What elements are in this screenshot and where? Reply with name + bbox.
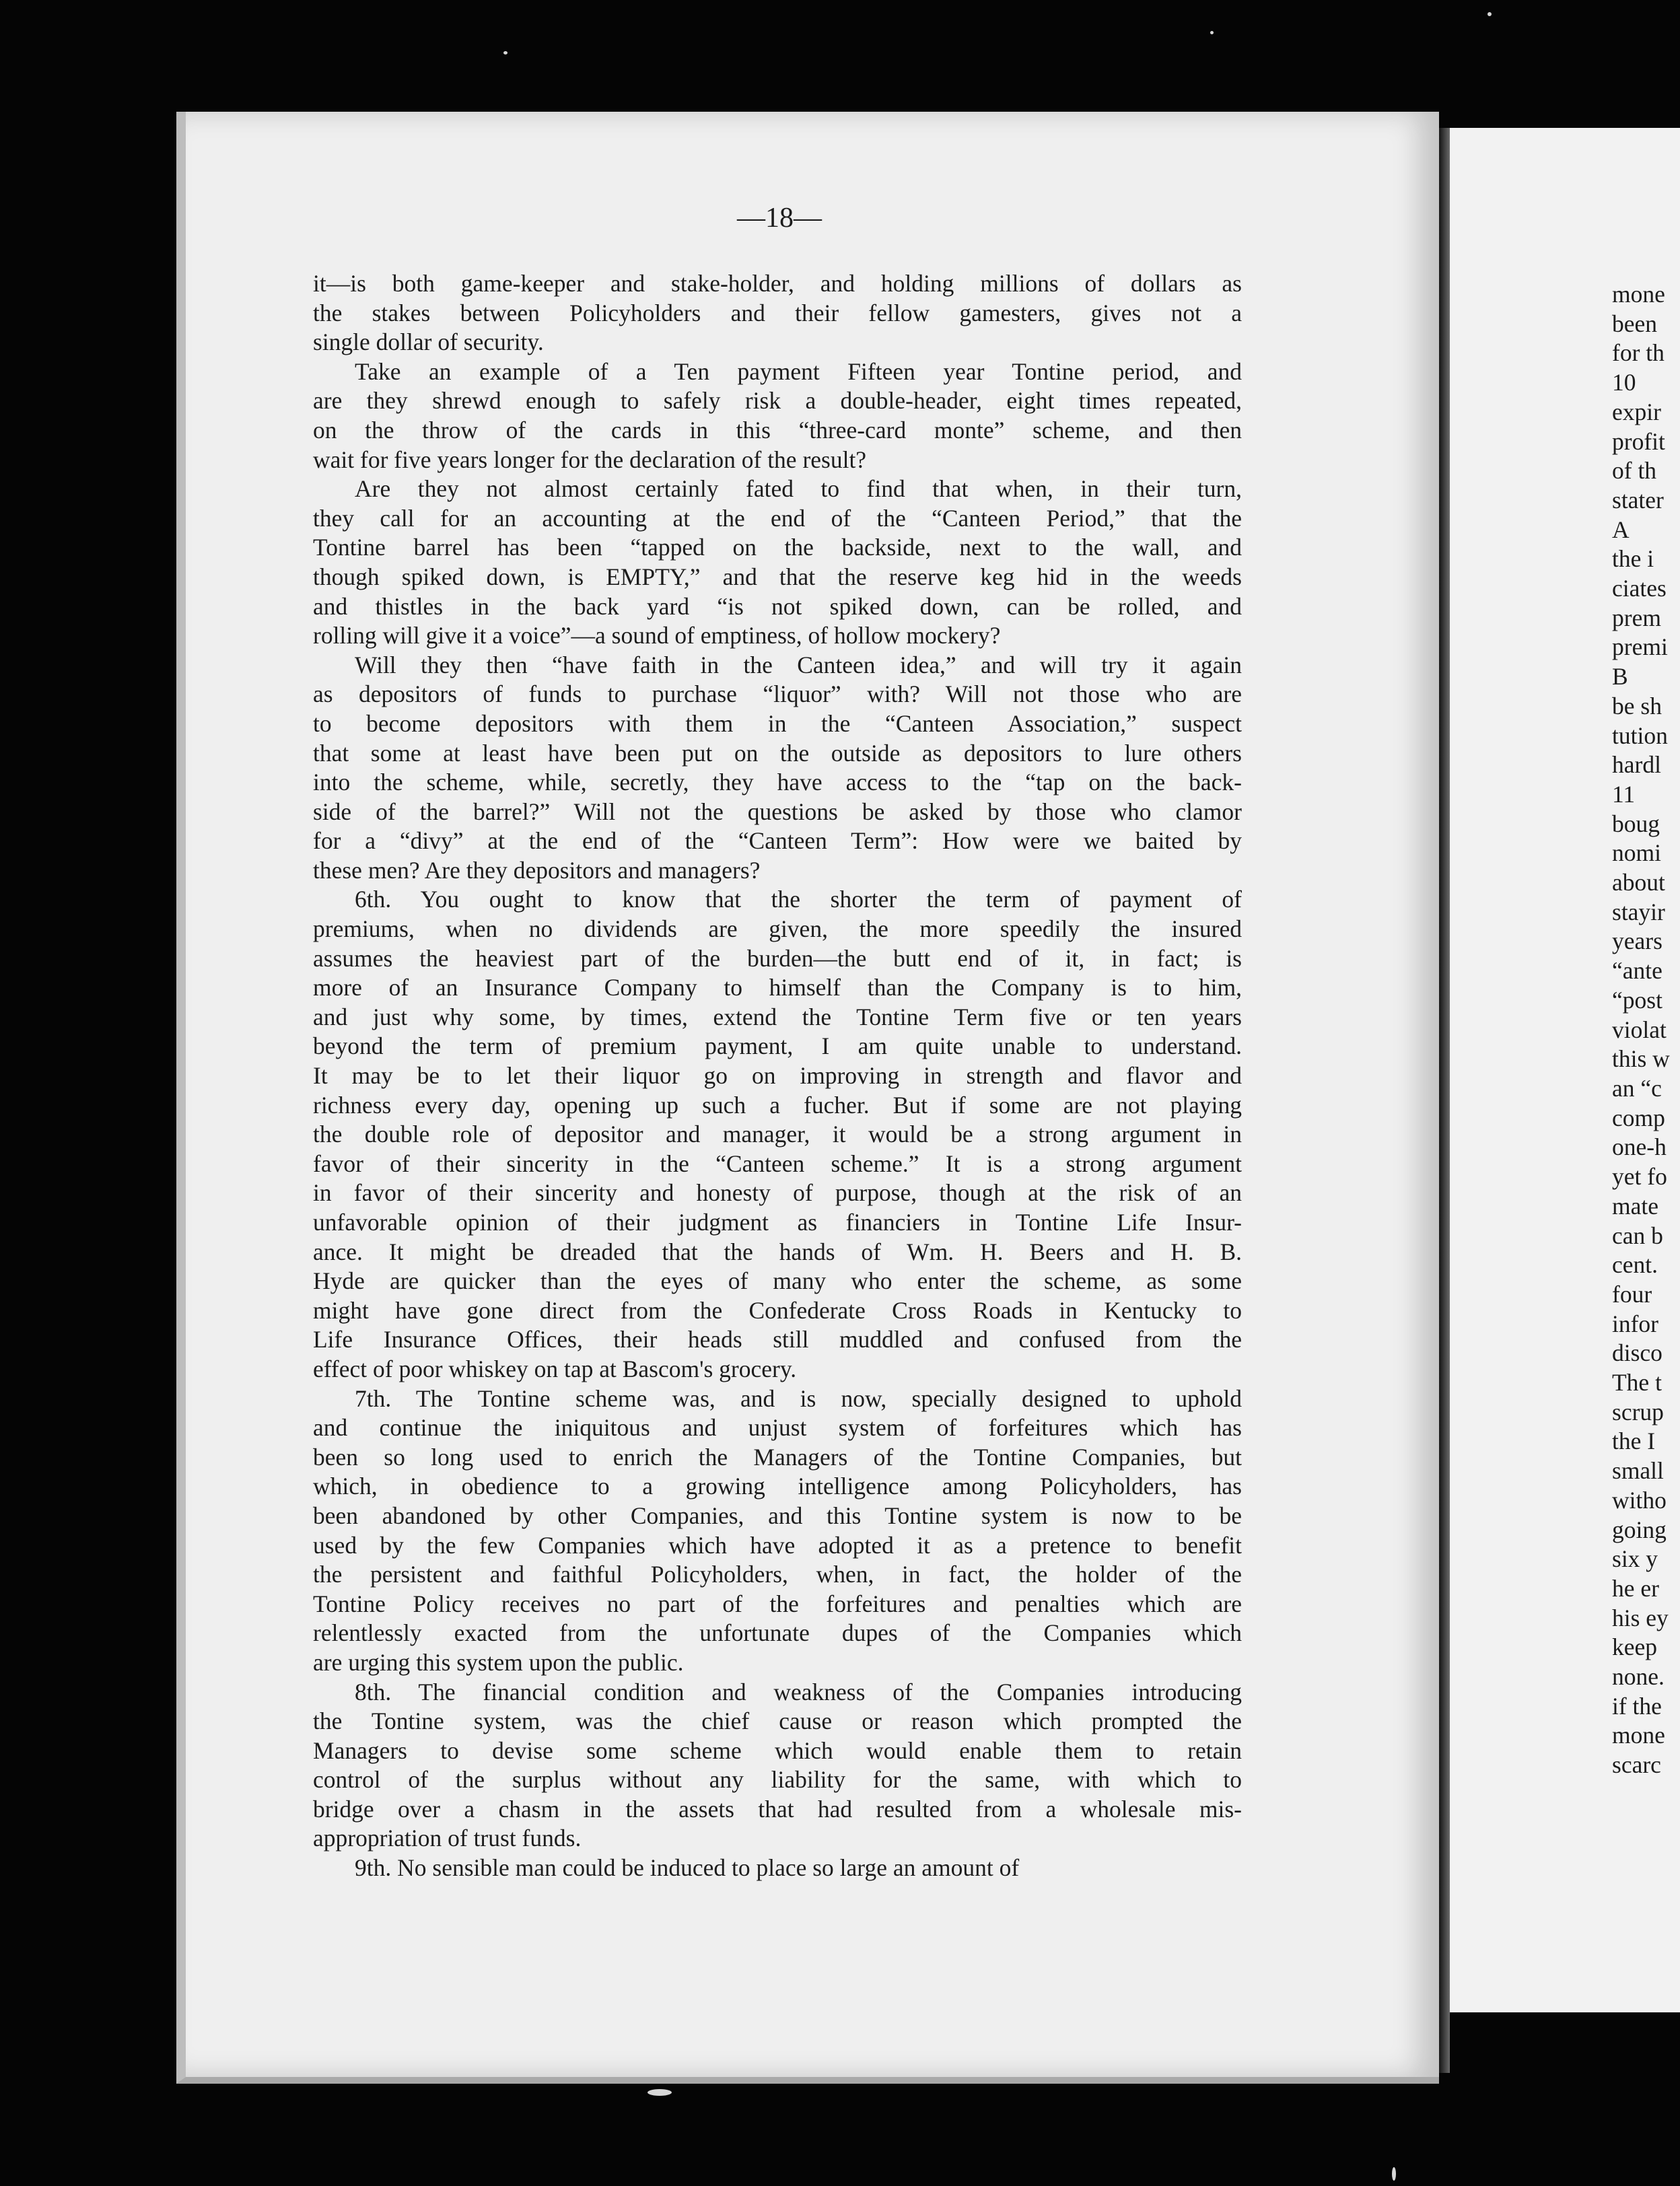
text-line: Tontine Policy receives no part of the forfeitures and penalties which are: [313, 1590, 1242, 1617]
paragraph: [313, 269, 1242, 357]
text-line: these men? Are they depositors and managers?: [313, 856, 761, 884]
text-line: and continue the iniquitous and unjust system of forfeitures which has: [313, 1414, 1242, 1442]
text-line: Managers to devise some scheme which would enable them to retain: [313, 1736, 1242, 1764]
right-page-line-fragment: B: [1612, 663, 1628, 691]
text-line: for a “divy” at the end of the “Canteen Term”: How were we baited by: [313, 827, 1242, 855]
right-page-line-fragment: for th: [1612, 339, 1665, 367]
text-line: are they shrewd enough to safely risk a double-header, eight times repeated,: [313, 387, 1242, 415]
right-page-line-fragment: if the: [1612, 1692, 1662, 1720]
text-line: wait for five years longer for the declaration of the result?: [313, 446, 867, 473]
right-page-line-fragment: can b: [1612, 1222, 1663, 1249]
right-page-line-fragment: years: [1612, 927, 1663, 955]
text-line: Hyde are quicker than the eyes of many who enter the scheme, as some: [313, 1267, 1242, 1295]
right-page-line-fragment: infor: [1612, 1310, 1659, 1337]
paragraph: [313, 885, 1242, 1384]
dust-speck: [648, 2089, 672, 2096]
right-page-line-fragment: small: [1612, 1457, 1664, 1485]
right-page-line-fragment: six y: [1612, 1545, 1658, 1573]
right-page-line-fragment: premi: [1612, 633, 1668, 661]
right-page-line-fragment: stayir: [1612, 898, 1665, 925]
text-line: unfavorable opinion of their judgment as financiers in Tontine Life Insur-: [313, 1209, 1242, 1236]
right-page-line-fragment: profit: [1612, 427, 1665, 455]
right-page-line-fragment: nomi: [1612, 839, 1661, 867]
text-line: more of an Insurance Company to himself than the Company is to him,: [313, 974, 1242, 1001]
right-page-line-fragment: be sh: [1612, 692, 1662, 719]
text-line: Will they then “have faith in the Canteen idea,” and will try it again: [355, 651, 1242, 678]
right-page-line-fragment: none.: [1612, 1663, 1665, 1691]
text-line: and just why some, by times, extend the Tontine Term five or ten years: [313, 1003, 1242, 1030]
right-page-line-fragment: expir: [1612, 398, 1661, 425]
text-line: the double role of depositor and manager, it would be a strong argument in: [313, 1121, 1242, 1148]
right-page-line-fragment: prem: [1612, 604, 1661, 631]
text-line: premiums, when no dividends are given, the more speedily the insured: [313, 915, 1242, 943]
text-line: control of the surplus without any liability for the same, with which to: [313, 1766, 1242, 1794]
right-page-line-fragment: yet fo: [1612, 1163, 1667, 1191]
right-page-line-fragment: hardl: [1612, 751, 1661, 779]
text-line: richness every day, opening up such a fucher. But if some are not playing: [313, 1091, 1242, 1119]
right-page-line-fragment: 11: [1612, 780, 1636, 808]
paragraph: [313, 1854, 1242, 1883]
text-line: It may be to let their liquor go on improving in strength and flavor and: [313, 1062, 1242, 1090]
text-line: been abandoned by other Companies, and this Tontine system is now to be: [313, 1502, 1242, 1529]
text-line: relentlessly exacted from the unfortunate dupes of the Companies which: [313, 1619, 1242, 1647]
right-page-line-fragment: mone: [1612, 281, 1665, 308]
paragraph: [313, 1678, 1242, 1854]
text-line: ance. It might be dreaded that the hands of Wm. H. Beers and H. B.: [313, 1238, 1242, 1265]
paragraph: [313, 1384, 1242, 1678]
right-page-line-fragment: scarc: [1612, 1751, 1661, 1779]
paragraph: [313, 651, 1242, 886]
text-line: 6th. You ought to know that the shorter the term of payment of: [355, 886, 1242, 913]
text-line: effect of poor whiskey on tap at Bascom's grocery.: [313, 1355, 797, 1382]
text-line: assumes the heaviest part of the burden—the butt end of it, in fact; is: [313, 944, 1242, 972]
text-line: and thistles in the back yard “is not spiked down, can be rolled, and: [313, 592, 1242, 620]
dust-speck: [1488, 12, 1492, 16]
right-page-line-fragment: violat: [1612, 1016, 1667, 1043]
text-line: are urging this system upon the public.: [313, 1648, 684, 1676]
text-line: they call for an accounting at the end of the “Canteen Period,” that the: [313, 504, 1242, 532]
right-page-text: [1612, 280, 1670, 1780]
dust-speck: [1210, 31, 1214, 34]
text-line: favor of their sincerity in the “Canteen scheme.” It is a strong argument: [313, 1150, 1242, 1177]
text-line: which, in obedience to a growing intelligence among Policyholders, has: [313, 1473, 1242, 1500]
right-page-line-fragment: witho: [1612, 1486, 1667, 1514]
right-page-line-fragment: the i: [1612, 545, 1654, 573]
right-page-line-fragment: about: [1612, 869, 1665, 896]
text-line: appropriation of trust funds.: [313, 1825, 582, 1852]
text-line: Tontine barrel has been “tapped on the backside, next to the wall, and: [313, 534, 1242, 561]
paragraph: [313, 357, 1242, 474]
text-line: as depositors of funds to purchase “liquor” with? Will not those who are: [313, 680, 1242, 708]
paragraph: [313, 474, 1242, 651]
text-line: might have gone direct from the Confederate Cross Roads in Kentucky to: [313, 1296, 1242, 1324]
right-page-line-fragment: he er: [1612, 1574, 1659, 1602]
page-number: —18—: [737, 203, 822, 234]
right-page-line-fragment: mone: [1612, 1722, 1665, 1749]
text-line: into the scheme, while, secretly, they have access to the “tap on the back-: [313, 769, 1242, 796]
body-text: [313, 269, 1242, 1883]
text-line: been so long used to enrich the Managers of the Tontine Companies, but: [313, 1443, 1242, 1471]
text-line: used by the few Companies which have adopted it as a pretence to benefit: [313, 1531, 1242, 1559]
right-page-line-fragment: ciates: [1612, 575, 1667, 602]
text-line: 8th. The financial condition and weakness of the Companies introducing: [355, 1678, 1242, 1705]
right-page-line-fragment: four: [1612, 1280, 1652, 1308]
right-page-line-fragment: an “c: [1612, 1074, 1662, 1102]
right-page-line-fragment: A: [1612, 516, 1630, 543]
text-line: though spiked down, is EMPTY,” and that the reserve keg hid in the weeds: [313, 563, 1242, 590]
text-line: bridge over a chasm in the assets that had resulted from a wholesale mis-: [313, 1795, 1242, 1823]
right-page-line-fragment: been: [1612, 310, 1658, 337]
right-page-line-fragment: keep: [1612, 1633, 1658, 1661]
text-line: on the throw of the cards in this “three-card monte” scheme, and then: [313, 416, 1242, 444]
text-line: in favor of their sincerity and honesty of purpose, though at the risk of an: [313, 1179, 1242, 1207]
text-line: the persistent and faithful Policyholders, when, in fact, the holder of the: [313, 1561, 1242, 1588]
right-page-line-fragment: this w: [1612, 1045, 1670, 1073]
text-line: to become depositors with them in the “Canteen Association,” suspect: [313, 709, 1242, 737]
right-page-line-fragment: going: [1612, 1516, 1667, 1543]
right-page-line-fragment: The t: [1612, 1369, 1662, 1397]
text-line: side of the barrel?” Will not the questions be asked by those who clamor: [313, 798, 1242, 825]
right-page-line-fragment: stater: [1612, 486, 1664, 514]
text-line: single dollar of security.: [313, 328, 544, 356]
text-line: Are they not almost certainly fated to find that when, in their turn,: [355, 475, 1242, 503]
text-line: that some at least have been put on the outside as depositors to lure others: [313, 739, 1242, 767]
right-page-line-fragment: “post: [1612, 986, 1663, 1014]
text-line: the Tontine system, was the chief cause or reason which prompted the: [313, 1707, 1242, 1735]
right-page-line-fragment: mate: [1612, 1192, 1658, 1220]
right-page-line-fragment: scrup: [1612, 1398, 1664, 1425]
right-page-line-fragment: one-h: [1612, 1133, 1667, 1161]
text-line: beyond the term of premium payment, I am quite unable to understand.: [313, 1032, 1242, 1060]
right-page-line-fragment: “ante: [1612, 957, 1663, 985]
right-page-line-fragment: of th: [1612, 457, 1657, 485]
text-line: the stakes between Policyholders and their fellow gamesters, gives not a: [313, 299, 1242, 326]
text-line: Life Insurance Offices, their heads still muddled and confused from the: [313, 1326, 1242, 1353]
text-line: 7th. The Tontine scheme was, and is now, specially designed to uphold: [355, 1384, 1242, 1412]
right-page-line-fragment: the I: [1612, 1427, 1656, 1455]
text-line: Take an example of a Ten payment Fifteen year Tontine period, and: [355, 357, 1242, 385]
right-page-line-fragment: tution: [1612, 721, 1668, 749]
right-page-line-fragment: disco: [1612, 1339, 1663, 1367]
right-page-line-fragment: 10: [1612, 369, 1636, 396]
right-page-line-fragment: cent.: [1612, 1251, 1658, 1279]
text-line: it—is both game-keeper and stake-holder, and holding millions of dollars as: [313, 270, 1242, 297]
text-line: rolling will give it a voice”—a sound of emptiness, of hollow mockery?: [313, 622, 1001, 649]
dust-speck: [503, 51, 508, 55]
right-page-line-fragment: boug: [1612, 810, 1660, 837]
text-line: 9th. No sensible man could be induced to place so large an amount of: [355, 1854, 1020, 1882]
right-page-line-fragment: comp: [1612, 1104, 1665, 1131]
right-page-line-fragment: his ey: [1612, 1604, 1669, 1631]
dust-speck: [1392, 2167, 1396, 2181]
